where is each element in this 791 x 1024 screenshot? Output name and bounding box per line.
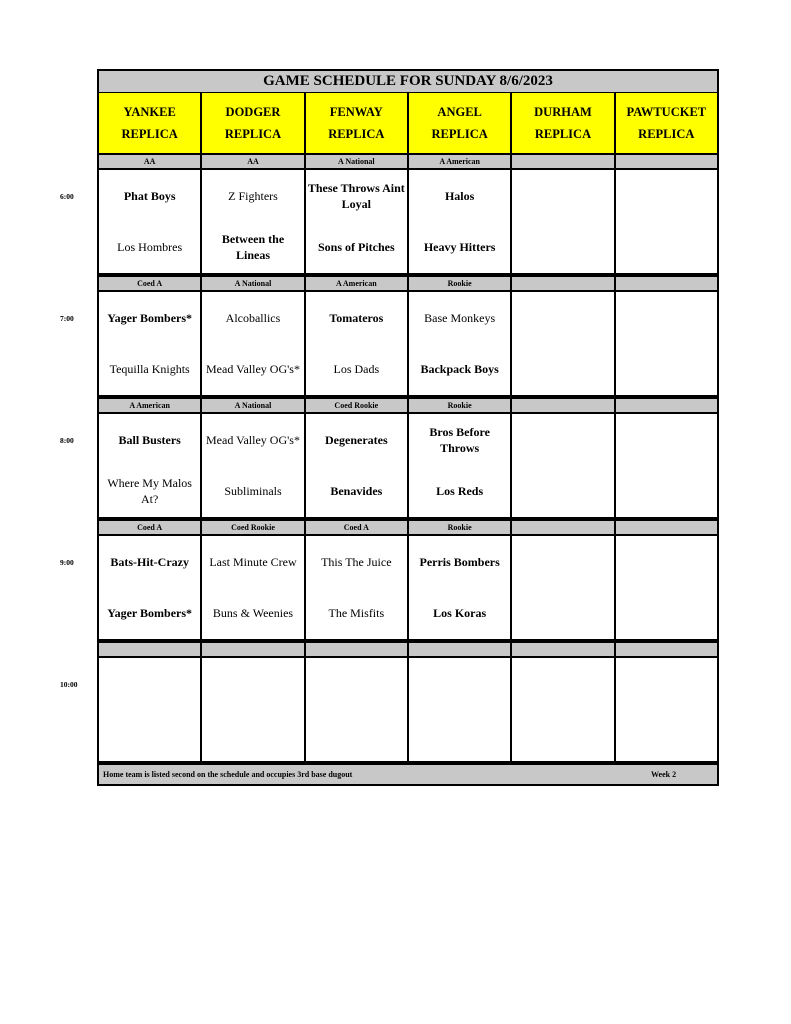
division-row: [99, 521, 717, 534]
field-column: [616, 292, 717, 395]
field-column: [512, 292, 613, 395]
away-team: Yager Bombers*: [107, 310, 193, 325]
division-row: [99, 277, 717, 290]
field-column: [202, 414, 303, 517]
division-label: A National: [306, 155, 407, 168]
field-column: [512, 536, 613, 639]
home-team: [512, 222, 613, 274]
time-label: 9:00: [60, 558, 74, 567]
field-column: [99, 292, 200, 395]
field-header-angel: [409, 93, 510, 153]
schedule-table: [97, 69, 719, 786]
division-row: [99, 643, 717, 656]
game-block: [99, 414, 717, 517]
away-team: [512, 536, 613, 588]
field-subname: REPLICA: [534, 127, 592, 141]
home-team: [99, 710, 200, 762]
field-column: [512, 658, 613, 761]
field-column: [306, 536, 407, 639]
field-subname: REPLICA: [224, 127, 282, 141]
away-team: [616, 536, 717, 588]
division-label: [202, 643, 303, 656]
field-subname: REPLICA: [431, 127, 488, 141]
away-team: [616, 292, 717, 344]
field-subname: REPLICA: [121, 127, 178, 141]
field-column: [99, 658, 200, 761]
field-column: [512, 414, 613, 517]
game-block: [99, 170, 717, 273]
away-team: [616, 170, 717, 222]
away-team: [99, 658, 200, 710]
home-team-note: Home team is listed second on the schedule and occupies 3rd base dugout: [103, 770, 353, 779]
away-team: [512, 658, 613, 710]
division-label: A American: [409, 155, 510, 168]
away-team: Ball Busters: [118, 432, 181, 447]
division-row: [99, 155, 717, 168]
game-block: [99, 536, 717, 639]
division-label: Coed A: [99, 277, 200, 290]
home-team: Los Reds: [436, 484, 484, 499]
division-label: [616, 277, 717, 290]
game-block: [99, 658, 717, 761]
division-label: A National: [202, 277, 303, 290]
home-team: Los Hombres: [117, 240, 183, 255]
field-subname: REPLICA: [328, 127, 385, 141]
home-team: Subliminals: [224, 484, 282, 499]
field-header-dodger: [202, 93, 303, 153]
division-label: Coed Rookie: [202, 521, 303, 534]
away-team: These Throws Aint Loyal: [307, 180, 405, 211]
home-team: Buns & Weenies: [212, 606, 294, 621]
home-team: [616, 710, 717, 762]
away-team: [616, 414, 717, 466]
division-label: [512, 399, 613, 412]
away-team: Tomateros: [329, 310, 384, 325]
home-team: [409, 710, 510, 762]
home-team: Los Dads: [333, 362, 380, 377]
division-label: [512, 277, 613, 290]
home-team: [512, 710, 613, 762]
field-name: FENWAY: [329, 105, 383, 119]
away-team: Bros Before Throws: [429, 424, 490, 455]
division-label: A American: [306, 277, 407, 290]
field-name: ANGEL: [437, 105, 482, 119]
away-team: [306, 658, 407, 710]
division-label: [616, 643, 717, 656]
field-column: [99, 536, 200, 639]
division-label: [306, 643, 407, 656]
division-label: Coed A: [306, 521, 407, 534]
game-block: [99, 292, 717, 395]
home-team: [202, 710, 303, 762]
division-row: [99, 399, 717, 412]
home-team: Between the Lineas: [221, 232, 285, 263]
field-column: [409, 536, 510, 639]
away-team: This The Juice: [321, 554, 392, 569]
division-label: [512, 643, 613, 656]
home-team: Mead Valley OG's*: [206, 362, 300, 377]
away-team: Bats-Hit-Crazy: [110, 554, 189, 569]
time-label: 6:00: [60, 192, 74, 201]
away-team: Mead Valley OG's*: [206, 432, 300, 447]
field-header-durham: [512, 93, 613, 153]
away-team: Perris Bombers: [419, 554, 500, 569]
away-team: Phat Boys: [123, 188, 176, 203]
field-column: [409, 292, 510, 395]
home-team: The Misfits: [328, 606, 385, 621]
home-team: [512, 466, 613, 518]
field-column: [409, 414, 510, 517]
field-headers: [99, 93, 717, 153]
home-team: Benavides: [330, 484, 383, 499]
away-team: [616, 658, 717, 710]
week-label: Week 2: [651, 770, 677, 779]
field-column: [99, 170, 200, 273]
field-column: [616, 170, 717, 273]
field-column: [99, 414, 200, 517]
away-team: [202, 658, 303, 710]
field-column: [202, 536, 303, 639]
division-label: AA: [202, 155, 303, 168]
division-label: [512, 521, 613, 534]
away-team: [409, 658, 510, 710]
home-team: Los Koras: [433, 606, 487, 621]
division-label: [512, 155, 613, 168]
division-label: Rookie: [409, 277, 510, 290]
away-team: [512, 292, 613, 344]
time-label: 10:00: [60, 680, 78, 689]
field-column: [202, 170, 303, 273]
away-team: [512, 414, 613, 466]
time-label: 8:00: [60, 436, 74, 445]
away-team: Base Monkeys: [424, 310, 496, 325]
field-column: [306, 414, 407, 517]
field-column: [409, 658, 510, 761]
home-team: [512, 588, 613, 640]
division-label: Rookie: [409, 521, 510, 534]
field-column: [202, 658, 303, 761]
home-team: Heavy Hitters: [423, 240, 496, 255]
division-label: [616, 521, 717, 534]
field-name: YANKEE: [123, 105, 176, 119]
home-team: [616, 588, 717, 640]
home-team: Sons of Pitches: [317, 240, 395, 255]
field-name: DODGER: [225, 105, 281, 119]
field-name: DURHAM: [534, 105, 592, 119]
field-header-fenway: [306, 93, 407, 153]
away-team: Z Fighters: [228, 188, 278, 203]
away-team: [512, 170, 613, 222]
home-team: [616, 344, 717, 396]
field-column: [202, 292, 303, 395]
division-label: [99, 643, 200, 656]
away-team: Last Minute Crew: [209, 554, 297, 569]
division-label: [409, 643, 510, 656]
field-column: [409, 170, 510, 273]
division-label: A National: [202, 399, 303, 412]
schedule-footer: [99, 765, 717, 784]
home-team: [512, 344, 613, 396]
field-name: PAWTUCKET: [626, 105, 707, 119]
away-team: Degenerates: [325, 432, 388, 447]
home-team: Tequilla Knights: [109, 362, 190, 377]
home-team: [616, 222, 717, 274]
division-label: [616, 155, 717, 168]
home-team: Where My Malos At?: [107, 476, 192, 507]
field-column: [306, 292, 407, 395]
field-column: [616, 414, 717, 517]
schedule-title: GAME SCHEDULE FOR SUNDAY 8/6/2023: [99, 71, 717, 92]
field-column: [306, 170, 407, 273]
field-header-yankee: [99, 93, 200, 153]
field-header-pawtucket: [616, 93, 717, 153]
away-team: Halos: [444, 188, 475, 203]
field-subname: REPLICA: [638, 127, 695, 141]
division-label: [616, 399, 717, 412]
home-team: Backpack Boys: [420, 362, 499, 377]
division-label: Coed A: [99, 521, 200, 534]
division-label: Rookie: [409, 399, 510, 412]
field-column: [616, 536, 717, 639]
time-label: 7:00: [60, 314, 74, 323]
division-label: Coed Rookie: [306, 399, 407, 412]
home-team: [306, 710, 407, 762]
field-column: [512, 170, 613, 273]
home-team: [616, 466, 717, 518]
away-team: Alcoballics: [225, 310, 281, 325]
division-label: A American: [99, 399, 200, 412]
home-team: Yager Bombers*: [107, 606, 193, 621]
field-column: [616, 658, 717, 761]
field-column: [306, 658, 407, 761]
division-label: AA: [99, 155, 200, 168]
